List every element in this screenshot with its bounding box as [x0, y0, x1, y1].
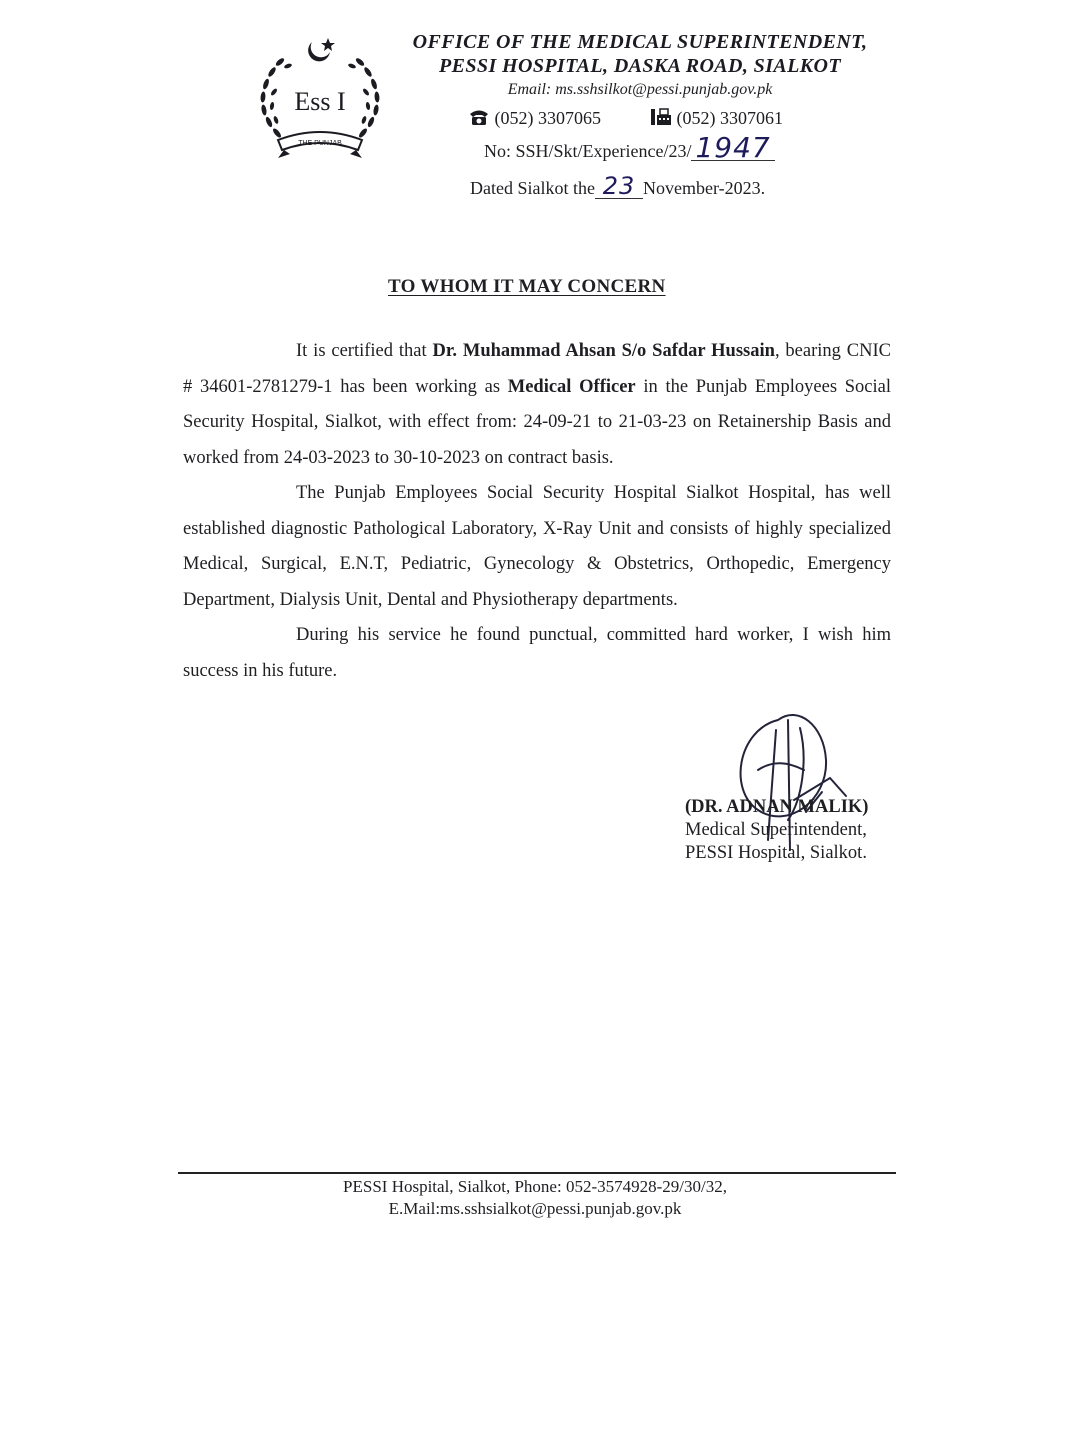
fax-number: (052) 3307061: [676, 108, 783, 128]
employee-designation: Medical Officer: [507, 376, 636, 397]
fax-icon: [650, 107, 672, 132]
letter-body: [183, 334, 891, 689]
paragraph-hospital: The Punjab Employees Social Security Hospital Sialkot Hospital, has well established diagnostic Pathological Laboratory, X-Ray Unit and consists of highly specialized Medical, Surgical, E.N.T, Pediatric, Gynecology & Obstetrics, Orthopedic, Emergency Department, Dialysis Unit, Dental and Physiotherapy departments.: [183, 483, 891, 610]
paragraph-closing: During his service he found punctual, committed hard worker, I wish him success in his future.: [183, 625, 891, 681]
date-handwritten-day: 23: [595, 174, 643, 199]
p1-text-middle: , bearing CNIC # 34601-2781279-1 has been working as: [183, 341, 891, 397]
paragraph-certification: [183, 334, 891, 476]
p1-text-start: It is certified that: [296, 341, 433, 361]
reference-prefix: No: SSH/Skt/Experience/23/: [484, 141, 692, 161]
reference-number: [484, 131, 775, 164]
footer-divider: [178, 1172, 896, 1174]
fax-group: [650, 107, 783, 132]
pessi-emblem-icon: [250, 32, 390, 162]
signatory-block: [685, 796, 868, 865]
emblem-text: Ess I: [294, 87, 346, 116]
phone-number: (052) 3307065: [494, 108, 601, 128]
letter-heading: TO WHOM IT MAY CONCERN: [388, 276, 666, 297]
employee-name: Dr. Muhammad Ahsan S/o Safdar Hussain: [432, 341, 775, 361]
telephone-icon: [468, 107, 490, 132]
office-email: Email: ms.sshsilkot@pessi.punjab.gov.pk: [507, 81, 773, 98]
letterhead: [400, 30, 880, 128]
date-suffix: November-2023.: [642, 178, 766, 198]
footer-email: E.Mail:ms.sshsialkot@pessi.punjab.gov.pk: [388, 1199, 682, 1218]
signatory-organization: PESSI Hospital, Sialkot.: [685, 843, 867, 863]
signatory-name: (DR. ADNAN MALIK): [685, 797, 869, 817]
emblem-ribbon-text: THE PUNJAB: [298, 140, 342, 147]
date-prefix: Dated Sialkot the: [470, 178, 595, 198]
footer: [200, 1176, 870, 1220]
contact-numbers: [468, 107, 888, 132]
p1-text-end: in the Punjab Employees Social Security Hospital, Sialkot, with effect from: 24-09-21 to 21-03-23 on Retainership Basis and worked from 24-03-2023 to 30-10-2023 on contract basis.: [183, 376, 892, 468]
reference-handwritten-number: 1947: [691, 136, 774, 161]
date-line: [470, 174, 765, 199]
office-address: PESSI HOSPITAL, DASKA ROAD, SIALKOT: [439, 55, 841, 77]
office-title: OFFICE OF THE MEDICAL SUPERINTENDENT,: [412, 31, 868, 53]
signatory-title: Medical Superintendent,: [685, 820, 867, 840]
footer-address-phone: PESSI Hospital, Sialkot, Phone: 052-3574928-29/30/32,: [343, 1177, 727, 1196]
